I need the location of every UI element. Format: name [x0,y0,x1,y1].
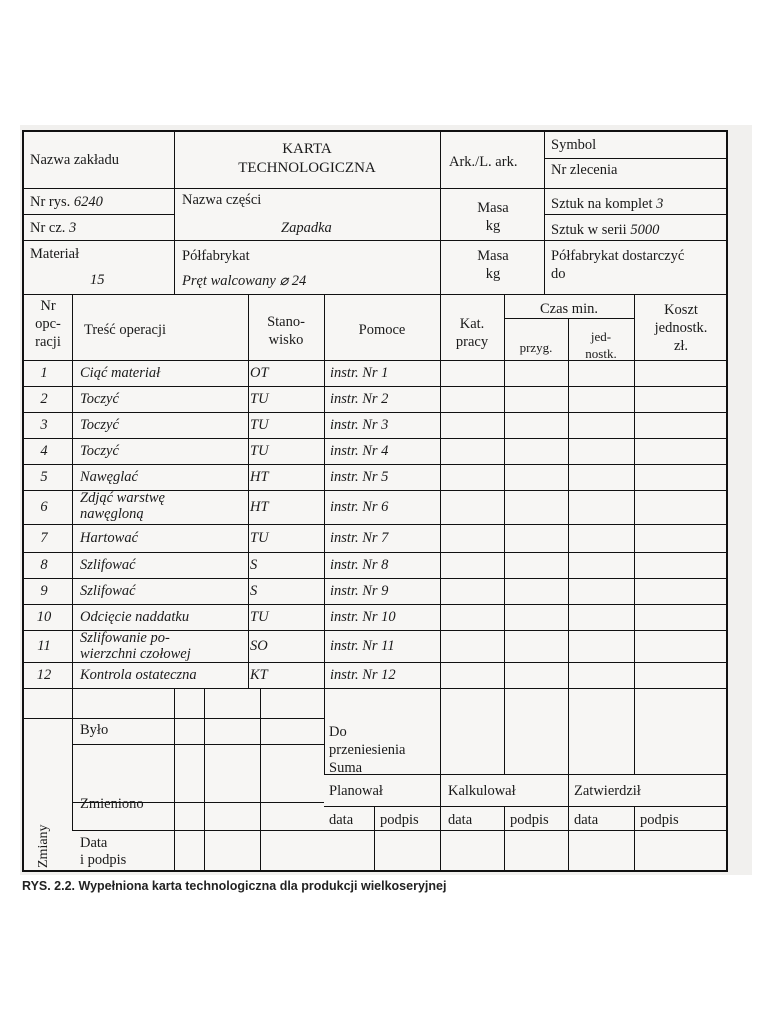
grid-line [72,744,324,745]
col-koszt-line2: jednostk. [654,320,708,336]
col-kat-line1: Kat. [459,316,485,332]
sztuk-seria-label: Sztuk w serii [551,222,627,238]
operation-nr: 8 [40,556,48,573]
grid-line [24,464,728,465]
figure-caption: RYS. 2.2. Wypełniona karta technologiczna dla produkcji wielkoseryjnej [22,879,447,893]
operation-nr: 10 [36,608,52,625]
nr-zlecenia-label: Nr zlecenia [551,162,618,178]
col-przyg: przyg. [519,340,553,355]
operation-description: Nawęglać [80,468,138,485]
grid-line [72,294,73,830]
operation-aids: instr. Nr 7 [330,529,389,546]
operation-nr: 9 [40,582,48,599]
operation-aids: instr. Nr 11 [330,637,395,654]
do-przeniesienia-line2: przeniesienia [329,742,406,758]
col-czas: Czas min. [540,301,598,317]
operation-workstation: TU [250,390,269,407]
operation-aids: instr. Nr 2 [330,390,389,407]
col-stanowisko-line1: Stano- [267,314,305,330]
grid-line [24,240,728,241]
grid-line [24,524,728,525]
operation-nr: 7 [40,529,48,546]
operation-description: Szlifować [80,556,136,573]
operation-description: Toczyć [80,390,119,407]
nr-cz-value: 3 [69,220,77,236]
masa-label-2: Masa [477,248,509,264]
nr-rys-label-text: Nr rys. [30,194,71,210]
masa-unit-2: kg [485,266,501,282]
operation-description: Hartować [80,529,138,546]
ark-label: Ark./L. ark. [449,154,518,170]
sztuk-komplet-value: 3 [656,196,664,212]
operation-workstation: TU [250,416,269,433]
grid-line [440,774,441,872]
operation-aids: instr. Nr 10 [330,608,396,625]
grid-line [544,214,728,215]
operation-workstation: S [250,582,258,599]
sztuk-komplet [551,196,663,213]
nr-cz-label: Nr cz. [30,220,66,236]
grid-line [24,386,728,387]
operation-nr: 11 [37,637,51,654]
operation-nr: 3 [40,416,48,433]
polfabrykat-label: Półfabrykat [182,248,250,264]
polfabrykat-dostarczyc-do: do [551,266,566,282]
operation-description: Toczyć [80,416,119,433]
operation-workstation: TU [250,529,269,546]
grid-line [24,552,728,553]
zatwierdzil-label: Zatwierdził [574,783,641,799]
grid-line [260,688,261,872]
operation-workstation: KT [250,666,268,683]
operation-aids: instr. Nr 4 [330,442,389,459]
col-kat-line2: pracy [455,334,489,350]
nazwa-czesci-value: Zapadka [281,220,332,236]
grid-line [634,806,635,872]
operation-workstation: TU [250,608,269,625]
polfabrykat-value: Pręt walcowany ⌀ 24 [182,273,307,289]
zatwierdzil-data: data [574,812,599,828]
grid-line [568,774,569,872]
operation-description: Szlifowanie po- [80,630,170,646]
grid-line [24,438,728,439]
operation-workstation: S [250,556,258,573]
operation-aids: instr. Nr 8 [330,556,389,573]
grid-line [72,830,324,831]
grid-line [204,688,205,872]
grid-line [324,294,325,774]
col-nr-line1: Nr [40,298,56,314]
operation-description: Kontrola ostateczna [80,666,197,683]
nr-cz [30,220,76,237]
operation-aids: instr. Nr 5 [330,468,389,485]
grid-line [24,688,728,689]
operation-nr: 2 [40,390,48,407]
technological-card [22,130,728,872]
masa-unit-1: kg [485,218,501,234]
zatwierdzil-podpis: podpis [640,812,679,828]
kalkulowal-data: data [448,812,473,828]
operation-aids: instr. Nr 9 [330,582,389,599]
grid-line [544,158,728,159]
operation-description: Toczyć [80,442,119,459]
operation-aids: instr. Nr 3 [330,416,389,433]
planowal-podpis: podpis [380,812,419,828]
operation-nr: 4 [40,442,48,459]
sztuk-komplet-label: Sztuk na komplet [551,196,653,212]
nazwa-zakladu-label: Nazwa zakładu [30,152,119,168]
col-tresc: Treść operacji [84,322,167,338]
grid-line [504,806,505,872]
operation-description: Ciąć materiał [80,364,161,381]
operation-aids: instr. Nr 6 [330,498,389,515]
material-label: Materiał [30,246,80,262]
grid-line [568,318,569,774]
grid-line [440,294,441,774]
operation-aids: instr. Nr 1 [330,364,389,381]
col-stanowisko-line2: wisko [268,332,304,348]
grid-line [248,294,249,688]
grid-line [324,830,728,831]
sztuk-seria-value: 5000 [630,222,660,238]
operation-workstation: HT [250,498,269,515]
masa-label-1: Masa [477,200,509,216]
operation-description: wierzchni czołowej [80,646,191,662]
col-jedn-line2: nostk. [585,346,617,361]
grid-line [24,188,174,189]
col-nr-line2: opc- [35,316,61,332]
operation-workstation: HT [250,468,269,485]
do-przeniesienia-line1: Do [329,724,347,740]
operation-nr: 1 [40,364,48,381]
grid-line [174,188,728,189]
grid-line [504,294,505,774]
operation-nr: 5 [40,468,48,485]
planowal-label: Planował [329,783,383,799]
nazwa-czesci-label: Nazwa części [182,192,262,208]
operation-description: Odcięcie naddatku [80,608,190,625]
grid-line [24,604,728,605]
grid-line [374,806,375,872]
operation-description: nawęgloną [80,506,144,522]
operation-description: Szlifować [80,582,136,599]
suma-label: Suma [329,760,363,776]
grid-line [24,294,728,295]
grid-line [24,412,728,413]
operation-workstation: TU [250,442,269,459]
zmiany-vertical-label: Zmiany [36,824,51,868]
grid-line [174,688,175,872]
card-title-line1: KARTA [282,141,332,157]
col-nr-line3: racji [35,334,61,350]
nr-rys-value: 6240 [73,194,103,210]
nr-rys-label [30,194,103,211]
data-i-podpis-line2: i podpis [80,852,127,868]
bylo-label: Było [80,722,109,738]
operation-description: Zdjąć warstwę [80,490,165,506]
sztuk-seria [551,222,659,239]
card-title-line2: TECHNOLOGICZNA [238,160,376,176]
data-i-podpis-line1: Data [80,835,108,851]
grid-line [24,214,174,215]
symbol-label: Symbol [551,137,597,153]
planowal-data: data [329,812,354,828]
col-koszt-line1: Koszt [664,302,698,318]
grid-line [324,774,728,775]
kalkulowal-podpis: podpis [510,812,549,828]
col-jedn-line1: jed- [590,329,612,344]
operation-nr: 6 [40,498,48,515]
zmieniono-label: Zmieniono [80,796,144,812]
polfabrykat-dostarczyc-label: Półfabrykat dostarczyć [551,248,685,264]
grid-line [504,318,634,319]
grid-line [324,806,728,807]
col-koszt-line3: zł. [673,338,689,354]
operation-workstation: OT [250,364,269,381]
col-pomoce: Pomoce [358,322,406,338]
operation-aids: instr. Nr 12 [330,666,396,683]
grid-line [634,294,635,774]
material-value: 15 [90,272,105,288]
operation-workstation: SO [250,637,268,654]
operation-nr: 12 [36,666,52,683]
grid-line [24,578,728,579]
kalkulowal-label: Kalkulował [448,783,516,799]
